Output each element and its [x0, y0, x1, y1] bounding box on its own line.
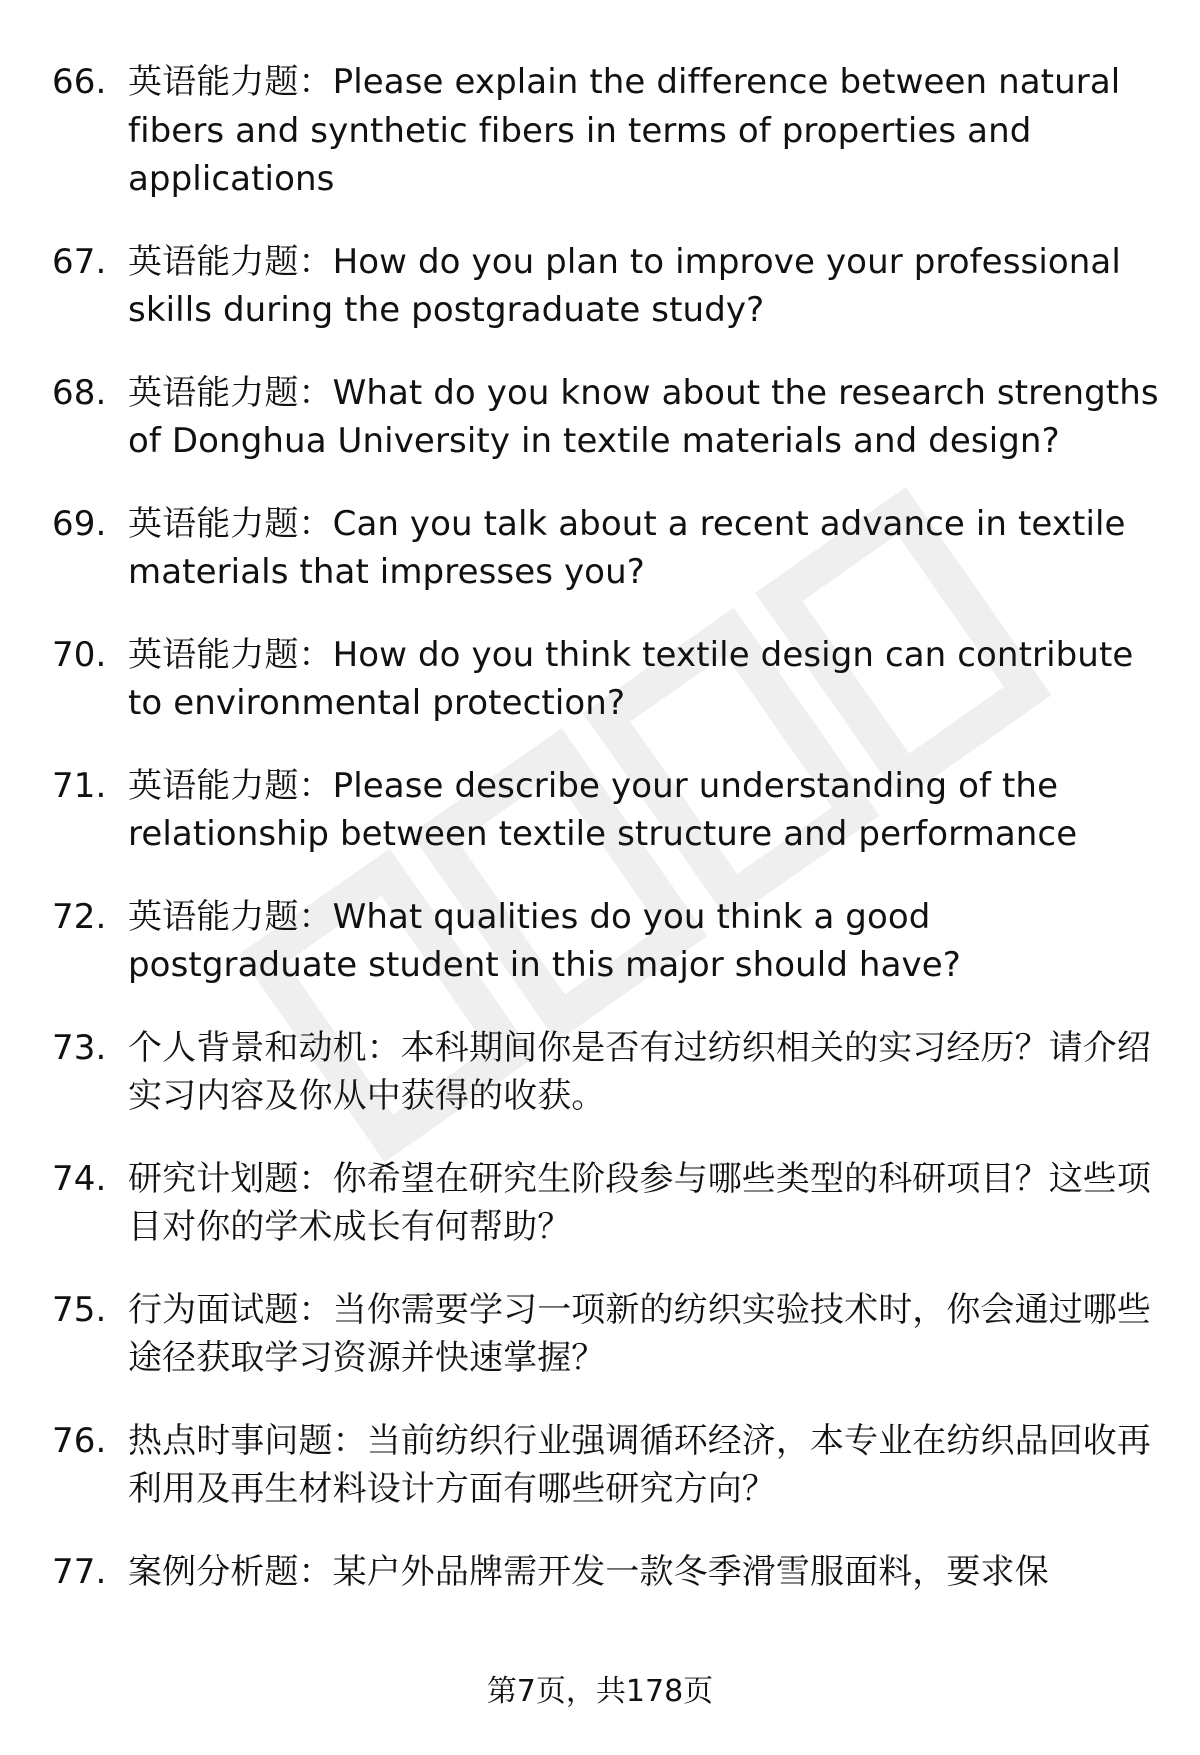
question-text: 英语能力题：How do you plan to improve your professional skills during the postgraduate study? [128, 241, 1121, 330]
question-number: 76. [52, 1420, 107, 1461]
list-item [52, 893, 1162, 990]
list-item [52, 238, 1162, 335]
list-item [52, 1548, 1162, 1597]
list-item [52, 1155, 1162, 1252]
question-text: 英语能力题：How do you think textile design can contribute to environmental protection? [128, 634, 1134, 723]
list-item [52, 762, 1162, 859]
question-number: 77. [52, 1551, 107, 1592]
question-text: 英语能力题：What qualities do you think a good postgraduate student in this major should have? [128, 896, 961, 985]
question-text: 个人背景和动机：本科期间你是否有过纺织相关的实习经历？请介绍实习内容及你从中获得的收获。 [128, 1027, 1151, 1116]
question-text: 案例分析题：某户外品牌需开发一款冬季滑雪服面料，要求保 [128, 1551, 1049, 1592]
question-text: 研究计划题：你希望在研究生阶段参与哪些类型的科研项目？这些项目对你的学术成长有何帮助？ [128, 1158, 1151, 1247]
question-number: 68. [52, 372, 107, 413]
list-item [52, 631, 1162, 728]
question-list [52, 58, 1162, 1630]
question-number: 74. [52, 1158, 107, 1199]
question-number: 75. [52, 1289, 107, 1330]
question-number: 67. [52, 241, 107, 282]
question-text: 热点时事问题：当前纺织行业强调循环经济，本专业在纺织品回收再利用及再生材料设计方面有哪些研究方向？ [128, 1420, 1151, 1509]
question-number: 70. [52, 634, 107, 675]
list-item [52, 1024, 1162, 1121]
question-text: 英语能力题：Can you talk about a recent advance in textile materials that impresses you? [128, 503, 1126, 592]
question-text: 英语能力题：What do you know about the research strengths of Donghua University in textile materials and design? [128, 372, 1159, 461]
page-number-footer: 第7页，共178页 [486, 1674, 714, 1709]
list-item [52, 369, 1162, 466]
question-number: 72. [52, 896, 107, 937]
question-text: 行为面试题：当你需要学习一项新的纺织实验技术时，你会通过哪些途径获取学习资源并快速掌握？ [128, 1289, 1151, 1378]
list-item [52, 1417, 1162, 1514]
list-item [52, 58, 1162, 204]
list-item [52, 500, 1162, 597]
question-number: 66. [52, 62, 107, 102]
question-text: 英语能力题：Please explain the difference between natural fibers and synthetic fibers in terms of properties and applications [128, 62, 1121, 199]
question-number: 69. [52, 503, 107, 544]
question-number: 73. [52, 1027, 107, 1068]
list-item [52, 1286, 1162, 1383]
question-text: 英语能力题：Please describe your understanding of the relationship between textile structure and performance [128, 765, 1078, 854]
question-number: 71. [52, 765, 107, 806]
